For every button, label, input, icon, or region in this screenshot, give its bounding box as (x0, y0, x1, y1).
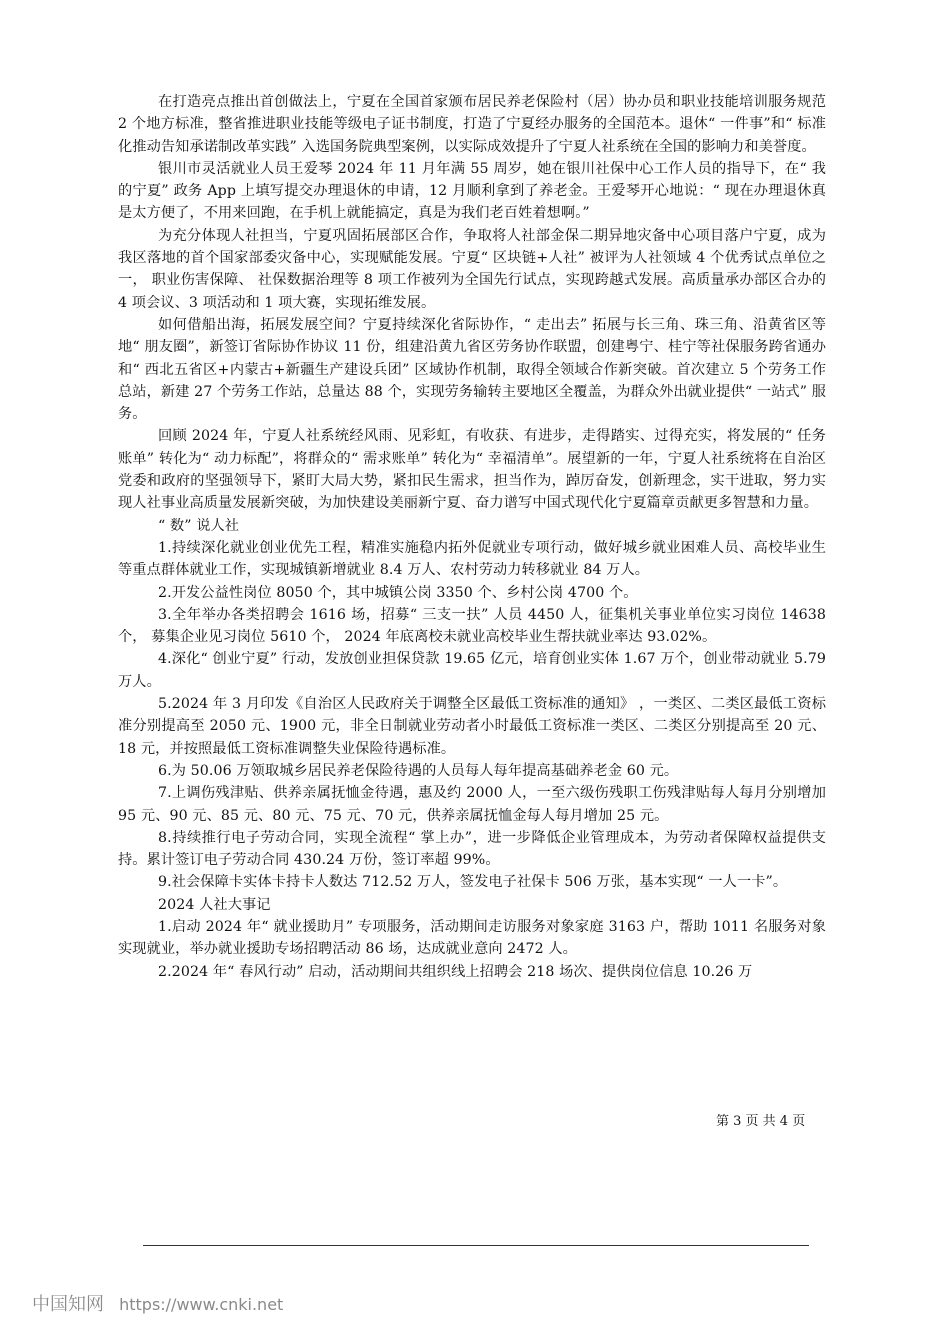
statistics-item-2: 2.开发公益性岗位 8050 个，其中城镇公岗 3350 个、乡村公岗 4700 个。 (158, 584, 638, 601)
statistics-item-7: 7.上调伤残津贴、供养亲属抚恤金待遇，惠及约 2000 人，一至六级伤残职工伤残津贴每人每月分别增加 95 元、90 元、85 元、80 元、75 元、70 元，供养亲属抚恤金每人每月增加 25 元。 (118, 785, 826, 824)
statistics-item-4: 4.深化“ 创业宁夏” 行动，发放创业担保贷款 19.65 亿元，培育创业实体 1.67 万个，创业带动就业 5.79 万人。 (118, 651, 826, 690)
page-number: 第 3 页 共 4 页 (716, 1114, 806, 1129)
statistics-item-6: 6.为 50.06 万领取城乡居民养老保险待遇的人员每人每年提高基础养老金 60 元。 (158, 762, 679, 779)
paragraph-highlight-innovation: 在打造亮点推出首创做法上，宁夏在全国首家颁布居民养老保险村（居）协办员和职业技能培训服务规范 2 个地方标准，整省推进职业技能等级电子证书制度，打造了宁夏经办服务的全国范本。退休“ 一件事”和“ 标准化推动告知承诺制改革实践” 入选国务院典型案例，以实际成效提升了宁夏人社系统在全国的影响力和美誉度。 (118, 94, 826, 155)
statistics-item-3: 3.全年举办各类招聘会 1616 场，招募“ 三支一扶” 人员 4450 人，征集机关事业单位实习岗位 14638 个， 募集企业见习岗位 5610 个， 2024 年底离校未就业高校毕业生帮扶就业率达 93.02%。 (118, 606, 826, 646)
statistics-item-9: 9.社会保障卡实体卡持卡人数达 712.52 万人，签发电子社保卡 506 万张，基本实现“ 一人一卡”。 (158, 874, 788, 891)
paragraph-review-outlook: 回顾 2024 年，宁夏人社系统经风雨、见彩虹，有收获、有进步，走得踏实、过得充实，将发展的“ 任务账单” 转化为“ 动力标配”，将群众的“ 需求账单” 转化为“ 幸福清单”。展望新的一年，宁夏人社系统将在自治区党委和政府的坚强领导下，紧盯大局大势，紧扣民生需求，担当作为，踔厉奋发，创新理念，实干进取，努力实现人社事业高质量发展新突破，为加快建设美丽新宁夏、奋力谱写中国式现代化宁夏篇章贡献更多智慧和力量。 (118, 428, 826, 512)
cnki-watermark (32, 1294, 283, 1316)
watermark-url: https://www.cnki.net (119, 1295, 284, 1314)
footer-divider (143, 1245, 809, 1246)
section-heading-events: 2024 人社大事记 (158, 896, 271, 913)
events-item-2: 2.2024 年“ 春风行动” 启动，活动期间共组织线上招聘会 218 场次、提供岗位信息 10.26 万 (158, 963, 753, 980)
statistics-item-5: 5.2024 年 3 月印发《自治区人民政府关于调整全区最低工资标准的通知》 ，一类区、二类区最低工资标准分别提高至 2050 元、1900 元，非全日制就业劳动者小时最低工资标准一类区、二类区分别提高至 20 元、18 元，并按照最低工资标准调整失业保险待遇标准。 (118, 696, 826, 757)
paragraph-ministry-cooperation: 为充分体现人社担当，宁夏巩固拓展部区合作，争取将人社部金保二期异地灾备中心项目落户宁夏，成为我区落地的首个国家部委灾备中心，实现赋能发展。宁夏“ 区块链+人社” 被评为人社领域 4 个优秀试点单位之一， 职业伤害保障、 社保数据治理等 8 项工作被列为全国先行试点，实现跨越式发展。高质量承办部区合办的 4 项会议、3 项活动和 1 项大赛，实现拓维发展。 (118, 227, 826, 311)
statistics-item-1: 1.持续深化就业创业优先工程，精准实施稳内拓外促就业专项行动，做好城乡就业困难人员、高校毕业生等重点群体就业工作，实现城镇新增就业 8.4 万人、农村劳动力转移就业 84 万人。 (118, 539, 826, 579)
events-item-1: 1.启动 2024 年“ 就业援助月” 专项服务，活动期间走访服务对象家庭 3163 户，帮助 1011 名服务对象实现就业，举办就业援助专场招聘活动 86 场，达成就业意向 2472 人。 (118, 918, 826, 958)
paragraph-retiree-story: 银川市灵活就业人员王爱琴 2024 年 11 月年满 55 周岁，她在银川社保中心工作人员的指导下，在“ 我的宁夏” 政务 App 上填写提交办理退休的申请，12 月顺利拿到了养老金。王爱琴开心地说：“ 现在办理退休真是太方便了，不用来回跑，在手机上就能搞定，真是为我们老百姓着想啊。” (118, 160, 826, 222)
watermark-brand: 中国知网 (32, 1294, 104, 1315)
document-body (118, 91, 826, 983)
paragraph-interprovincial-cooperation: 如何借船出海，拓展发展空间？宁夏持续深化省际协作，“ 走出去” 拓展与长三角、珠三角、沿黄省区等地“ 朋友圈”，新签订省际协作协议 11 份，组建沿黄九省区劳务协作联盟，创建粤宁、桂宁等社保服务跨省通办和“ 西北五省区+内蒙古+新疆生产建设兵团” 区域协作机制，取得全领域合作新突破。首次建立 5 个劳务工作总站，新建 27 个劳务工作站，总量达 88 个，实现劳务输转主要地区全覆盖，为群众外出就业提供“ 一站式” 服务。 (118, 316, 826, 423)
statistics-item-8: 8.持续推行电子劳动合同，实现全流程“ 掌上办”，进一步降低企业管理成本，为劳动者保障权益提供支持。累计签订电子劳动合同 430.24 万份，签订率超 99%。 (118, 829, 826, 869)
section-heading-statistics: “ 数” 说人社 (158, 517, 240, 534)
